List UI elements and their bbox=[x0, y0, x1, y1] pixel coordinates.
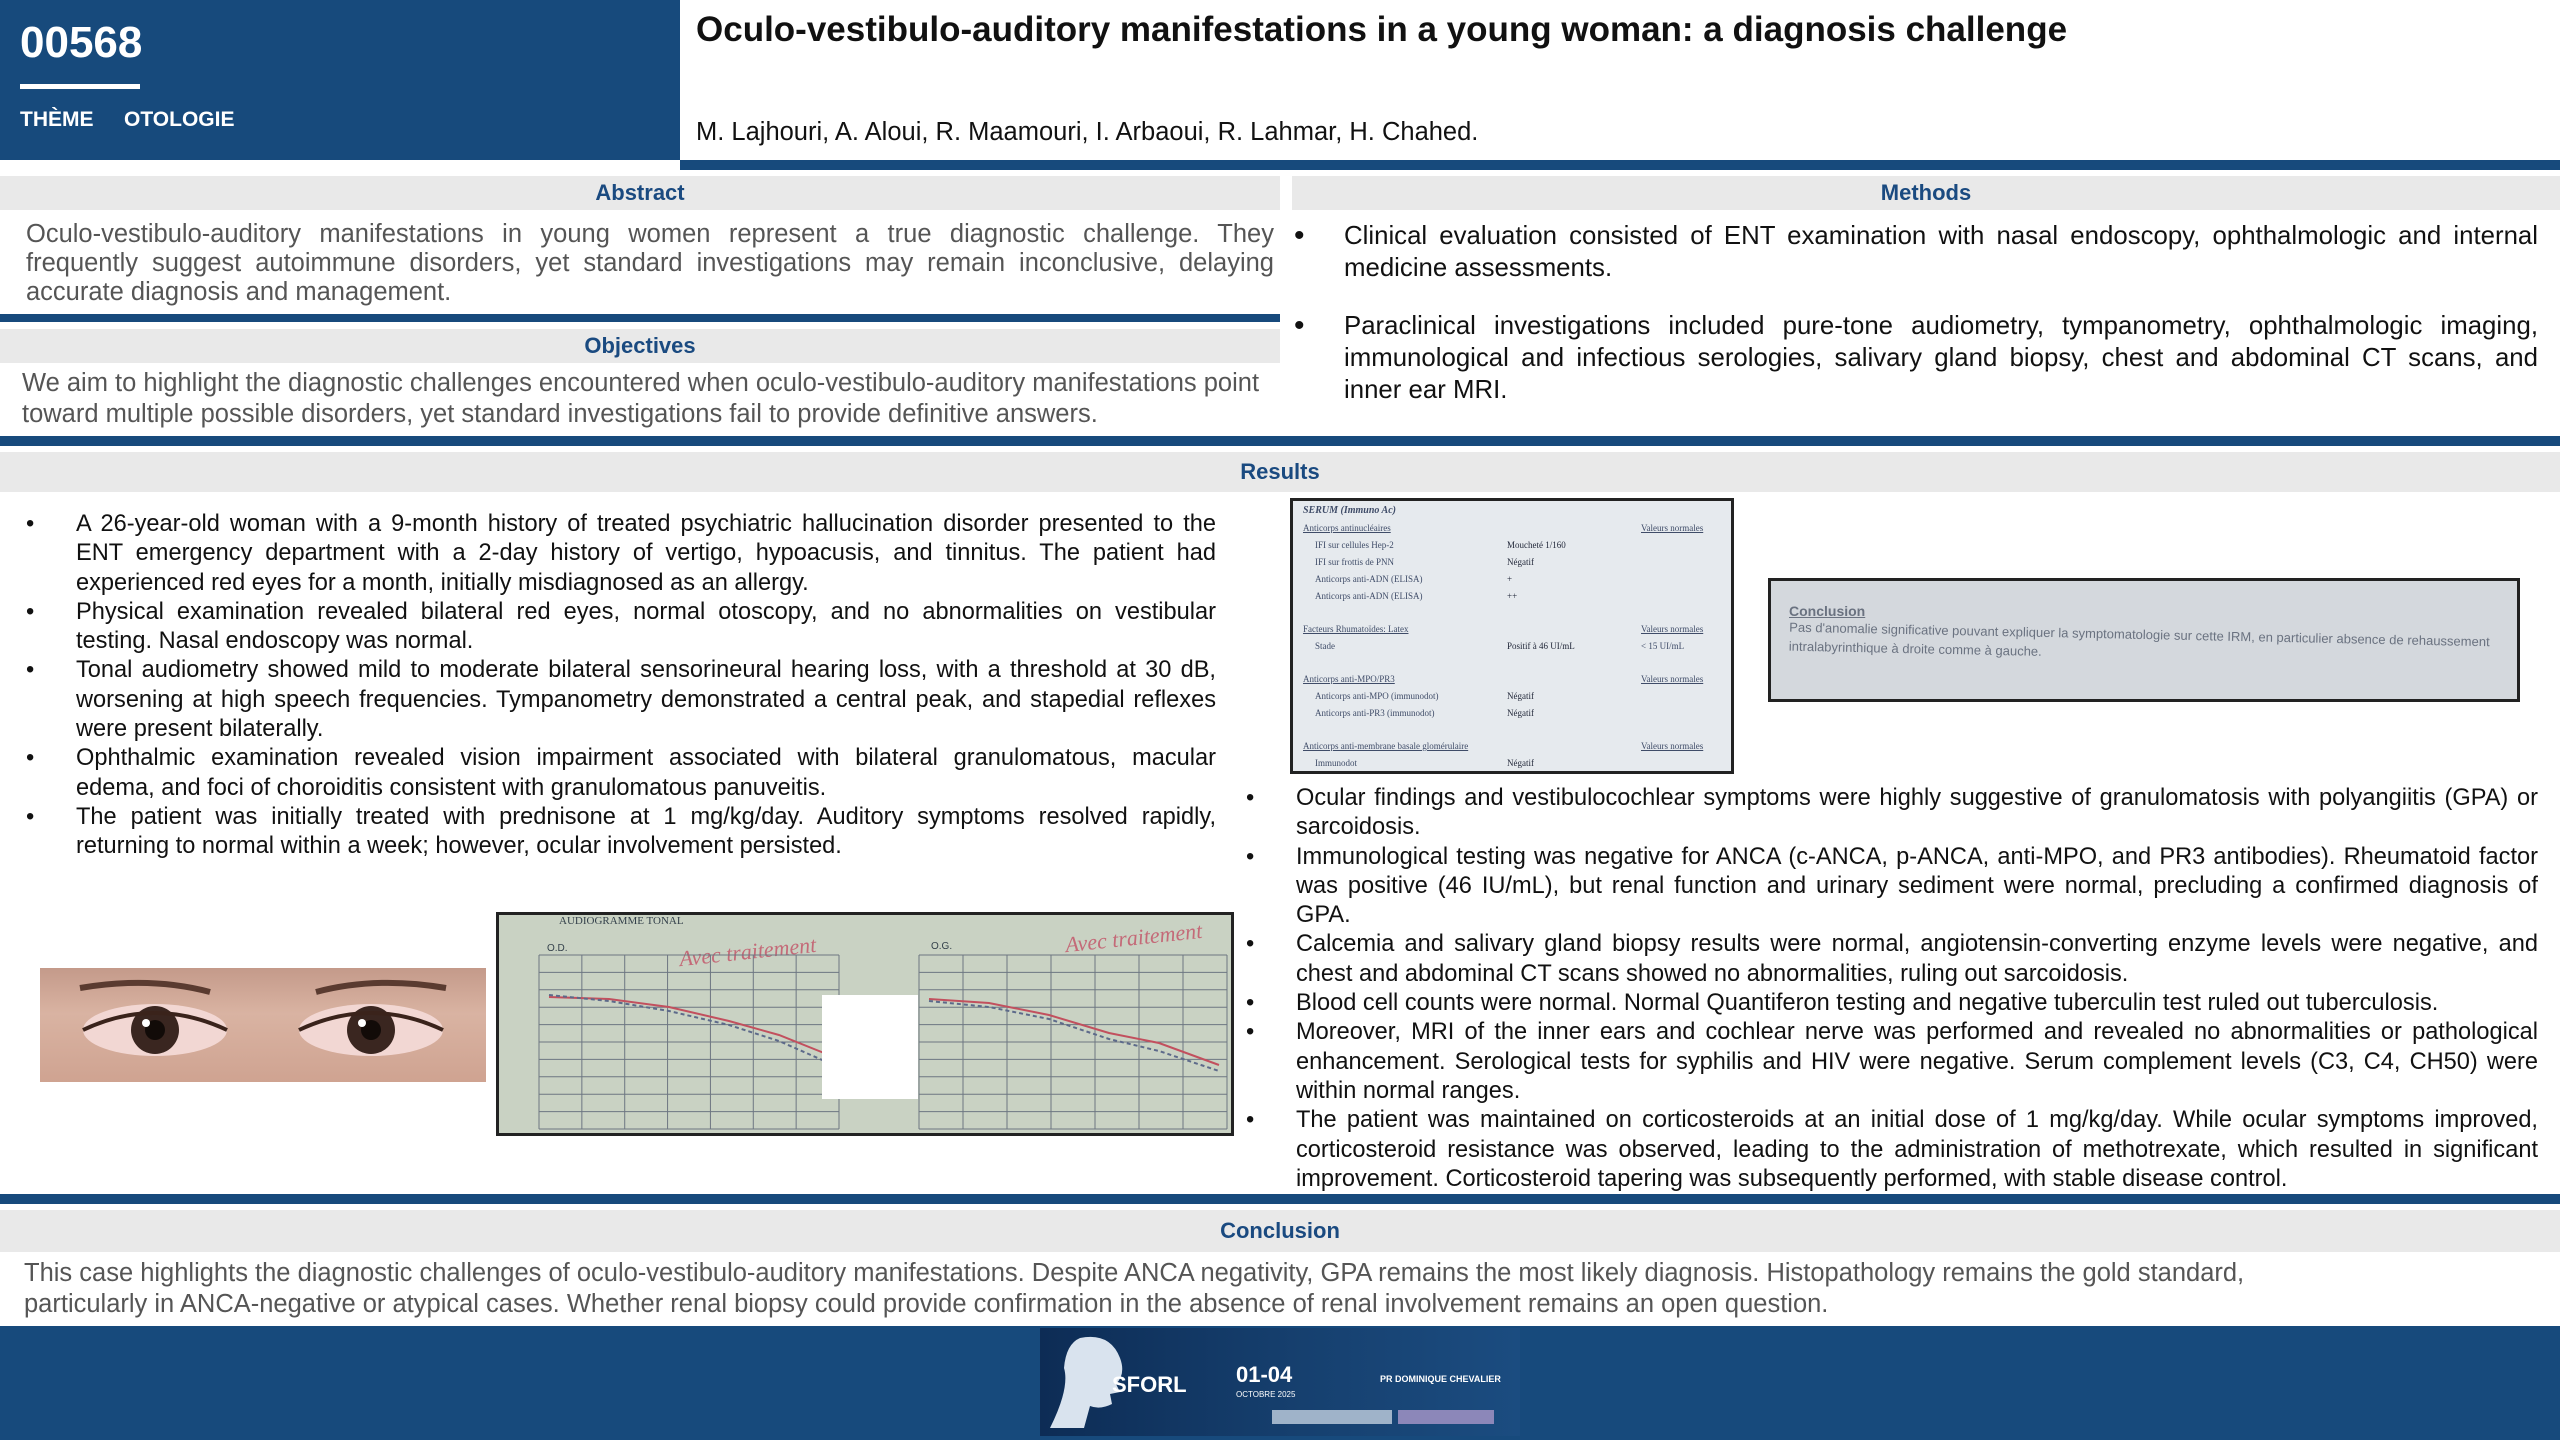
serum-line-label: Anticorps anti-MPO/PR3 bbox=[1303, 674, 1395, 684]
abstract-divider bbox=[0, 314, 1280, 322]
abstract-text: Oculo-vestibulo-auditory manifestations in young women represent a true diagnostic challenge. They frequently suggest autoimmune disorders, yet standard investigations may remain inconclusive, delaying accurate diagnosis and management. bbox=[26, 220, 1274, 306]
serum-line-label: Anticorps anti-ADN (ELISA) bbox=[1315, 591, 1423, 601]
serum-line-value: Positif à 46 UI/mL bbox=[1507, 641, 1575, 651]
serum-line-label: Anticorps anti-MPO (immunodot) bbox=[1315, 691, 1439, 701]
congress-banner bbox=[1040, 1328, 1520, 1436]
audiogram-redaction bbox=[822, 995, 918, 1099]
results-item: • Tonal audiometry showed mild to moderate bilateral sensorineural hearing loss, with a threshold at 30 dB, worsening at high speech frequencies. Tympanometry demonstrated a central peak, and stapedial reflexes were present bilaterally. bbox=[24, 656, 1216, 744]
serum-line-ref: Valeurs normales bbox=[1641, 624, 1704, 634]
mri-conclusion-text: Pas d'anomalie significative pouvant expliquer la symptomatologie sur cette IRM, en particulier absence de rehaussement intralabyrinthique à droite comme à gauche. bbox=[1788, 619, 2490, 659]
authors: M. Lajhouri, A. Aloui, R. Maamouri, I. Arbaoui, R. Lahmar, H. Chahed. bbox=[696, 118, 1479, 146]
banner-dates: 01-04 bbox=[1236, 1362, 1293, 1387]
poster-id-underline bbox=[20, 84, 140, 89]
serum-doc-title: SERUM (Immuno Ac) bbox=[1303, 505, 1396, 516]
results-item: • Ophthalmic examination revealed vision impairment associated with bilateral granulomatous, macular edema, and foci of choroiditis consistent with granulomatous panuveitis. bbox=[24, 744, 1216, 803]
serum-line-value: + bbox=[1507, 574, 1513, 584]
eye-photo bbox=[40, 968, 486, 1082]
results-divider bbox=[0, 436, 2560, 446]
results-item: • A 26-year-old woman with a 9-month history of treated psychiatric hallucination disorder presented to the ENT emergency department with a 2-day history of vertigo, hypoacusis, and tinnitus. The patient had experienced red eyes for a month, initially misdiagnosed as an allergy. bbox=[24, 510, 1216, 598]
serum-line-value: Négatif bbox=[1507, 691, 1534, 701]
abstract-heading: Abstract bbox=[0, 176, 1280, 210]
mri-conclusion-document bbox=[1768, 578, 2520, 702]
serum-line-value: ++ bbox=[1507, 591, 1518, 601]
audiogram-right-label: O.G. bbox=[931, 941, 953, 952]
results-item: • Immunological testing was negative for ANCA (c-ANCA, p-ANCA, anti-MPO, and PR3 antibodies). Rheumatoid factor was positive (46 IU/mL), but renal function and urinary sediment were normal, precluding a confirmed diagnosis of GPA. bbox=[1244, 843, 2538, 931]
methods-item: • Paraclinical investigations included pure-tone audiometry, tympanometry, ophthalmologic imaging, immunological and infectious serologies, salivary gland biopsy, chest and abdominal CT scans, and inner ear MRI. bbox=[1292, 310, 2538, 406]
serum-results-document bbox=[1290, 498, 1734, 774]
banner-society: SFORL bbox=[1112, 1372, 1187, 1397]
banner-sponsor-strip bbox=[1272, 1410, 1392, 1424]
serum-line-ref: Valeurs normales bbox=[1641, 523, 1704, 533]
results-item: • Ocular findings and vestibulocochlear symptoms were highly suggestive of granulomatosis with polyangiitis (GPA) or sarcoidosis. bbox=[1244, 784, 2538, 843]
results-item: • The patient was initially treated with prednisone at 1 mg/kg/day. Auditory symptoms resolved rapidly, returning to normal within a week; however, ocular involvement persisted. bbox=[24, 803, 1216, 862]
serum-line-label: Immunodot bbox=[1315, 758, 1357, 768]
audiogram-right-note: Avec traitement bbox=[1064, 917, 1204, 958]
conclusion-divider bbox=[0, 1194, 2560, 1204]
banner-sponsor-strip bbox=[1398, 1410, 1494, 1424]
serum-line-value: Négatif bbox=[1507, 758, 1534, 768]
serum-line-ref: Valeurs normales bbox=[1641, 741, 1704, 751]
results-item: • Calcemia and salivary gland biopsy results were normal, angiotensin-converting enzyme levels were negative, and chest and abdominal CT scans showed no abnormalities, ruling out sarcoidosis. bbox=[1244, 930, 2538, 989]
serum-line-label: IFI sur frottis de PNN bbox=[1315, 557, 1394, 567]
audiogram-image bbox=[496, 912, 1234, 1136]
objectives-text: We aim to highlight the diagnostic challenges encountered when oculo-vestibulo-auditory manifestations point toward multiple possible disorders, yet standard investigations fail to provide definitive answers. bbox=[22, 369, 1260, 428]
serum-line-label: Anticorps anti-PR3 (immunodot) bbox=[1315, 708, 1435, 718]
eyes-graphic bbox=[40, 968, 486, 1082]
mri-conclusion-heading: Conclusion bbox=[1789, 603, 1866, 619]
poster-id: 00568 bbox=[20, 18, 143, 67]
audiogram-left-label: O.D. bbox=[547, 943, 568, 954]
results-right-list bbox=[1244, 784, 2538, 1194]
header-id-block bbox=[0, 0, 680, 160]
poster-title: Oculo-vestibulo-auditory manifestations in a young woman: a diagnosis challenge bbox=[696, 10, 2068, 49]
header-divider bbox=[680, 160, 2560, 170]
conclusion-text: This case highlights the diagnostic challenges of oculo-vestibulo-auditory manifestations. Despite ANCA negativity, GPA remains the most likely diagnosis. Histopathology remains the gold standard, particularly in ANCA-negative or atypical cases. Whether renal biopsy could provide confirmation in the absence of renal involvement remains an open question. bbox=[24, 1259, 2245, 1318]
banner-president: PR DOMINIQUE CHEVALIER bbox=[1380, 1374, 1501, 1384]
methods-list bbox=[1292, 220, 2538, 432]
serum-line-ref: Valeurs normales bbox=[1641, 674, 1704, 684]
serum-line-label: IFI sur cellules Hep-2 bbox=[1315, 540, 1394, 550]
theme-value: OTOLOGIE bbox=[124, 108, 235, 131]
serum-line-ref: < 15 UI/mL bbox=[1641, 641, 1685, 651]
results-left-list bbox=[24, 510, 1216, 862]
serum-line-label: Facteurs Rhumatoïdes: Latex bbox=[1303, 624, 1409, 634]
audiogram-title: AUDIOGRAMME TONAL bbox=[559, 915, 684, 927]
objectives-heading: Objectives bbox=[0, 329, 1280, 363]
serum-line-label: Anticorps anti-membrane basale glomérulaire bbox=[1303, 741, 1469, 751]
conclusion-heading: Conclusion bbox=[0, 1210, 2560, 1252]
results-item: • Blood cell counts were normal. Normal Quantiferon testing and negative tuberculin test ruled out tuberculosis. bbox=[1244, 989, 2538, 1018]
theme-label: THÈME bbox=[20, 108, 94, 131]
serum-line-label: Anticorps antinucléaires bbox=[1303, 523, 1391, 533]
results-item: • The patient was maintained on corticosteroids at an initial dose of 1 mg/kg/day. While ocular symptoms improved, corticosteroid resistance was observed, leading to the administration of methotrexate, which resulted in significant improvement. Corticosteroid tapering was subsequently performed, with stable disease control. bbox=[1244, 1106, 2538, 1194]
results-heading: Results bbox=[0, 452, 2560, 492]
serum-line-label: Anticorps anti-ADN (ELISA) bbox=[1315, 574, 1423, 584]
results-item: • Moreover, MRI of the inner ears and cochlear nerve was performed and revealed no abnormalities or pathological enhancement. Serological tests for syphilis and HIV were negative. Serum complement levels (C3, C4, CH50) were within normal ranges. bbox=[1244, 1018, 2538, 1106]
results-item: • Physical examination revealed bilateral red eyes, normal otoscopy, and no abnormalities on vestibular testing. Nasal endoscopy was normal. bbox=[24, 598, 1216, 657]
serum-line-label: Stade bbox=[1315, 641, 1335, 651]
audiogram-left-note: Avec traitement bbox=[678, 931, 818, 972]
serum-line-value: Négatif bbox=[1507, 708, 1534, 718]
serum-line-value: Négatif bbox=[1507, 557, 1534, 567]
banner-month: OCTOBRE 2025 bbox=[1236, 1390, 1296, 1399]
methods-item: • Clinical evaluation consisted of ENT examination with nasal endoscopy, ophthalmologic and internal medicine assessments. bbox=[1292, 220, 2538, 284]
methods-heading: Methods bbox=[1292, 176, 2560, 210]
serum-line-value: Moucheté 1/160 bbox=[1507, 540, 1566, 550]
